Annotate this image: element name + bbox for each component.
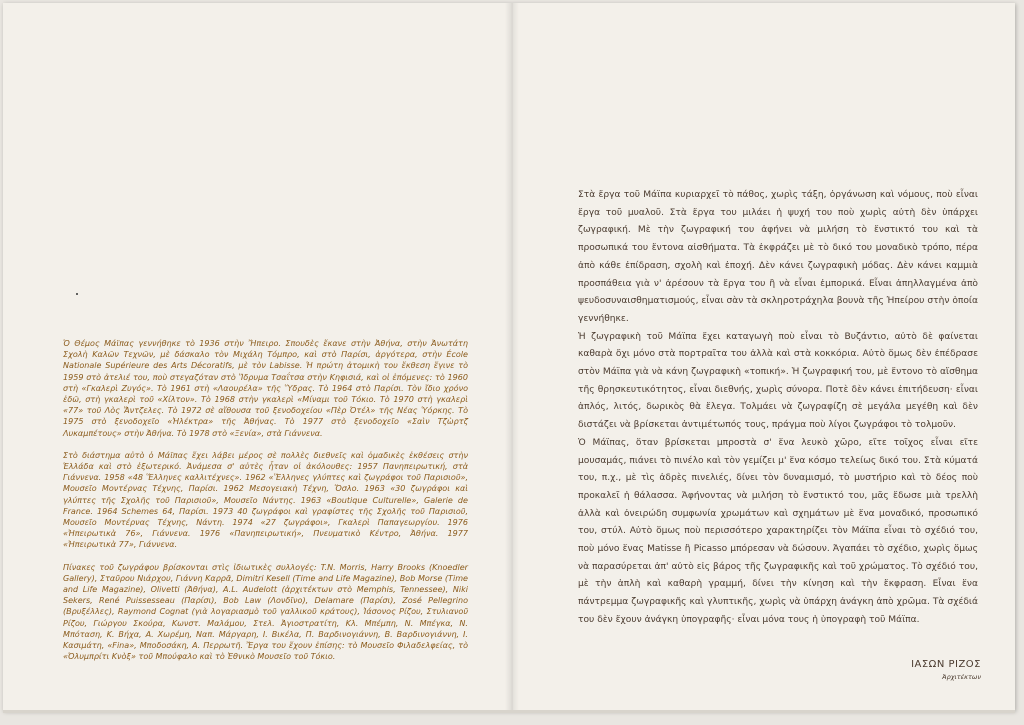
- brochure-spread: [3, 3, 1015, 711]
- paper-edge: [3, 710, 1015, 713]
- author-role: Ἀρχιτέκτων: [942, 673, 981, 681]
- bio-paragraph-group-exhibitions: Στὸ διάστημα αὐτὸ ὁ Μάϊπας ἔχει λάβει μέρος σὲ πολλὲς διεθνεῖς καὶ ὁμαδικὲς ἐκθέσεις στὴν Ἑλλάδα καὶ στὸ ἐξωτερικό. Ἀνάμεσα σ' αὐτὲς ἦταν οἱ ἀκόλουθες: 1957 Πανηπειρωτική, στὰ Γιάννενα. 1958 «48 Ἕλληνες καλλιτέχνες». 1962 «Ἕλληνες γλύπτες καὶ ζωγράφοι τοῦ Παρισιοῦ», Μουσεῖο Μοντέρνας Τέχνης, Παρίσι. 1962 Μεσογειακὴ Τέχνη, Ὄσλο. 1963 «30 ζωγράφοι καὶ γλύπτες τῆς Σχολῆς τοῦ Παρισιοῦ», Μουσεῖο Νάντης. 1963 «Boutique Culturelle», Galerie de France. 1964 Schemes 64, Παρίσι. 1973 40 ζωγράφοι καὶ γραφίστες τῆς Σχολῆς τοῦ Παρισιοῦ, Μουσεῖο Μοντέρνας Τέχνης, Νάντη. 1974 «27 ζωγράφοι», Γκαλερὶ Παπαγεωργίου. 1976 «Ἠπειρωτικὰ 76», Γιάννενα. 1976 «Πανηπειρωτική», Πνευματικὸ Κέντρο, Ἀθήνα. 1977 «Ἠπειρωτικὰ 77», Γιάννενα.: [63, 450, 468, 550]
- bio-paragraph-solo-exhibitions: Ὁ Θέμος Μάϊπας γεννήθηκε τὸ 1936 στὴν Ἤπειρο. Σπουδὲς ἔκανε στὴν Ἀθήνα, στὴν Ἀνωτάτη Σχολὴ Καλῶν Τεχνῶν, μὲ δάσκαλο τὸν Μιχάλη Τόμπρο, καὶ στὸ Παρίσι, ἀργότερα, στὴν École Nationale Supérieure des Arts Décoratifs, μὲ τὸν Labisse. Ἡ πρώτη ἀτομικὴ του ἔκθεση ἔγινε τὸ 1959 στὸ ἀτελιέ του, ποὺ στεγαζόταν στὸ Ἵδρυμα Τσαΐτσα στὴν Κηφισιά, καὶ οἱ ἑπόμενες: τὸ 1960 στὴ «Γκαλερὶ Ζυγός». Τὸ 1961 στὴ «Λαουρέλα» τῆς Ὕδρας. Τὸ 1964 στὸ Παρίσι. Τὸν ἴδιο χρόνο ἐδῶ, στὴ γκαλερὶ τοῦ «Χίλτον». Τὸ 1968 στὴν γκαλερὶ «Μίναμι τοῦ Τόκιο. Τὸ 1970 στὴ γκαλερὶ «77» τοῦ Λὸς Ἄντζελες. Τὸ 1972 σὲ αἴθουσα τοῦ ξενοδοχείου «Πὲρ Ὀτέλ» τῆς Νέας Ὑόρκης. Τὸ 1975 στὸ ξενοδοχεῖο «Ἠλέκτρα» τῆς Ἀθήνας. Τὸ 1977 στὸ ξενοδοχεῖο «Σαὶν Τζὼρτζ Λυκαμπέτους» στὴν Ἀθήνα. Τὸ 1978 στὸ «Ξενία», στὰ Γιάννενα.: [63, 339, 468, 438]
- essay-paragraph-3: Ὁ Μάϊπας, ὅταν βρίσκεται μπροστὰ σ' ἕνα λευκὸ χῶρο, εἴτε τοῖχος εἶναι εἴτε μουσαμάς, πιάνει τὸ πινέλο καὶ τὸν γεμίζει μ' ἕνα κόσμο τελείως δικό του. Στὰ κύματά του, π.χ., μὲ τὶς ἀδρὲς πινελιές, δίνει τὸν δυναμισμό, τὸ μυστήριο καὶ τὸ δέος ποὺ προκαλεῖ ἡ θάλασσα. Ἀφήνοντας νὰ μιλήση τὸ ἔνστικτό του, μᾶς ἔδωσε μιὰ τρελλὴ ἀλλὰ καὶ ὀνειρώδη συμφωνία χρωμάτων καὶ σχημάτων μὲ ἕνα μοναδικό, προσωπικό του, στύλ. Αὐτὸ ὅμως ποὺ περισσότερο χαρακτηρίζει τὸν Μάϊπα εἶναι τὸ σχέδιό του, ποὺ μόνο ἕνας Matisse ἢ Picasso μπόρεσαν νὰ δώσουν. Ἀγαπάει τὸ σχέδιο, χωρὶς ὅμως νὰ παρασύρεται ἀπ' αὐτὸ εἰς βάρος τῆς ζωγραφικῆς καὶ τοῦ χρώματος. Τὸ σχέδιό του, μὲ τὴν ἁπλὴ καὶ καθαρὴ γραμμή, δίνει τὴν κίνηση καὶ τὴν ἔκφραση. Εἶναι ἕνα πάντρεμμα ζωγραφικῆς καὶ γλυπτικῆς, χωρὶς νὰ ὑπάρχη ἀνάγκη ἀπὸ χρῶμα. Τὰ σχέδιά του δὲν ἔχουν ἀνάγκη ὑπογραφῆς· εἶναι μόνα τους ἡ ὑπογραφὴ τοῦ Μάϊπα.: [578, 437, 978, 625]
- essay-author: [863, 659, 981, 681]
- essay-paragraph-1: Στὰ ἔργα τοῦ Μάϊπα κυριαρχεῖ τὸ πάθος, χωρὶς τάξη, ὀργάνωση καὶ νόμους, ποὺ εἶναι ἔργα τοῦ μυαλοῦ. Στὰ ἔργα του μιλάει ἡ ψυχή του ποὺ χωρὶς αὐτὴ δὲν ὑπάρχει ζωγραφική. Μὲ τὴν ζωγραφική του ἀφήνει νὰ μιλήση τὸ ἔνστικτό του καὶ τὰ προσωπικά του ἔντονα αἰσθήματα. Τὰ ἐκφράζει μὲ τὸ δικό του μοναδικὸ τρόπο, πέρα ἀπὸ κάθε ἐπίδραση, σχολὴ καὶ ἐποχή. Δὲν κάνει ζωγραφικὴ μόδας. Δὲν κάνει καμμιὰ προσπάθεια γιὰ ν' ἀρέσουν τὰ ἔργα του ἢ νὰ εἶναι ἐμπορικά. Εἶναι ἀπηλλαγμένα ἀπὸ ψευδοσυναισθηματισμούς, εἶναι σὰν τὰ σκληροτράχηλα βουνὰ τῆς Ἠπείρου στὴν ὁποία γεννήθηκε.: [578, 190, 978, 324]
- paper-speck: [76, 293, 78, 295]
- essay-paragraph-2: Ἡ ζωγραφικὴ τοῦ Μάϊπα ἔχει καταγωγὴ ποὺ εἶναι τὸ Βυζάντιο, αὐτὸ δὲ φαίνεται καθαρὰ ὄχι μόνο στὰ πορτραῖτα του ἀλλὰ καὶ στὰ κοκκόρια. Αὐτὸ ὅμως δὲν ἐπέδρασε στὸν Μάϊπα γιὰ νὰ κάνη ζωγραφικὴ «τοπική». Ἡ ζωγραφική του, μὲ ἔντονο τὸ αἴσθημα τῆς θρησκευτικότητος, εἶναι διεθνής, χωρὶς σύνορα. Ποτὲ δὲν κάνει ἐπιτήδευση· εἶναι ἁπλός, λιτός, δωρικὸς θὰ ἔλεγα. Τολμάει νὰ ζωγραφίζη σὲ μεγάλα μεγέθη καὶ δὲν διστάζει νὰ βρίσκεται ἀντιμέτωπός τους, πράγμα ποὺ λίγοι ζωγράφοι τὸ τολμοῦν.: [578, 331, 978, 431]
- author-name: ΙΑΣΩΝ ΡΙΖΟΣ: [911, 659, 981, 670]
- bio-paragraph-collections: Πίνακες τοῦ ζωγράφου βρίσκονται στὶς ἰδιωτικὲς συλλογές: T.N. Morris, Harry Brooks (Knoedler Gallery), Σταῦρου Νιάρχου, Γιάννη Καρρᾶ, Dimitri Kesell (Time and Life Magazine), Bob Morse (Time and Life Magazine), Olivetti (Ἀθήνα), A.L. Audelott (ἀρχιτέκτων στὸ Memphis, Tennessee), Niki Sekers, René Puissesseau (Παρίσι), Bob Law (Λονδῖνο), Delamare (Παρίσι), Zosé Pellegrino (Βρυξέλλες), Raymond Cognat (γιὰ λογαριασμὸ τοῦ γαλλικοῦ κράτους), Ἰάσονος Ρίζου, Στυλιανοῦ Ρίζου, Γιώργου Σκούρα, Κωνστ. Μαλάμου, Στελ. Ἀγιοστρατίτη, Κλ. Μπέμπη, Ν. Μπέγκα, Ν. Μπόταση, Κ. Βήχα, Α. Χωρέμη, Ναπ. Μάργαρη, Ι. Βικέλα, Π. Βαρδινογιάννη, Β. Βαρδινογιάννη, Ι. Κασιμάτη, «Fina», Μποδοσάκη, Α. Περρωτῆ. Ἔργα του ἔχουν ἐπίσης: τὸ Μουσεῖο Φιλαδελφείας, τὸ «Ὀλυμπρίτι Κνὸξ» τοῦ Μπούφαλο καὶ τὸ Ἐθνικὸ Μουσεῖο τοῦ Τόκιο.: [63, 562, 468, 662]
- critical-essay: [578, 187, 978, 630]
- center-fold: [505, 3, 519, 711]
- artist-biography: [63, 338, 468, 673]
